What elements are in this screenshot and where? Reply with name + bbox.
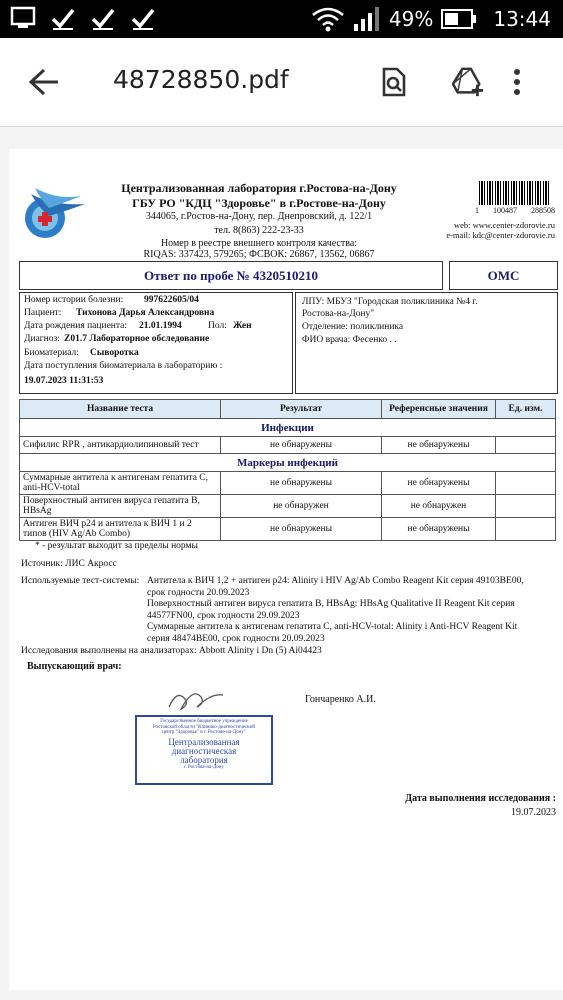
pdf-viewport[interactable] bbox=[0, 127, 563, 1000]
patient-info-box bbox=[19, 292, 293, 394]
stamp-line: Централизованная bbox=[168, 736, 240, 747]
registry-label: Номер в реестре внешнего контроля качества: bbox=[160, 238, 358, 249]
test-name-line2: anti-HCV-total bbox=[23, 483, 80, 493]
check-notification-icon bbox=[50, 5, 76, 31]
lpu-doctor: ФИО врача: Фесенко . . bbox=[302, 335, 397, 345]
test-unit bbox=[496, 518, 556, 541]
systems-list bbox=[147, 576, 557, 645]
back-arrow-icon[interactable] bbox=[28, 68, 60, 96]
more-options-icon[interactable] bbox=[510, 66, 524, 98]
battery-icon bbox=[441, 9, 477, 29]
test-name bbox=[20, 472, 221, 495]
signal-icon bbox=[353, 6, 381, 32]
test-reference: не обнаружен bbox=[381, 495, 495, 518]
dob-value: 21.01.1994 bbox=[139, 321, 182, 331]
test-unit bbox=[496, 472, 556, 495]
patient-label: Пациент: bbox=[24, 308, 62, 318]
org-web: web: www.center-zdorovie.ru bbox=[454, 220, 555, 230]
biomaterial-value: Сыворотка bbox=[90, 348, 139, 358]
stamp-line: лаборатория bbox=[180, 754, 228, 765]
barcode-digit: 1 bbox=[475, 206, 479, 215]
org-name-line2: ГБУ РО "КДЦ "Здоровье" в г.Ростове-на-Дону bbox=[132, 196, 386, 210]
doctor-name: Гончаренко А.И. bbox=[305, 694, 376, 705]
stamp-line: г. Ростова-на-Дону bbox=[184, 764, 224, 770]
barcode bbox=[479, 181, 551, 205]
barcode-digit: 288508 bbox=[531, 206, 555, 215]
header-result: Результат bbox=[221, 400, 382, 419]
header-test-name: Название теста bbox=[20, 400, 221, 419]
document-title: 48728850.pdf bbox=[113, 65, 289, 94]
barcode-digit: 100487 bbox=[493, 206, 517, 215]
check-notification-icon bbox=[130, 5, 156, 31]
systems-line: Поверхностный антиген вируса гепатита В, HBsAg: HBsAg Qualitative II Reagent Kit серия bbox=[147, 599, 515, 609]
lpu-line2: Ростова-на-Дону" bbox=[302, 309, 375, 319]
date-label: Дата выполнения исследования : bbox=[405, 793, 556, 804]
test-unit bbox=[496, 495, 556, 518]
test-name bbox=[20, 518, 221, 541]
test-name-line2: HBsAg bbox=[23, 506, 52, 516]
history-label: Номер истории болезни: bbox=[24, 295, 124, 305]
org-address: 344065, г.Ростов-на-Дону, пер. Днепровский, д. 122/1 bbox=[145, 211, 373, 222]
systems-label: Используемые тест-системы: bbox=[21, 576, 140, 586]
header-reference: Референсные значения bbox=[381, 400, 495, 419]
test-name-line2: типов (HIV Ag/Ab Combo) bbox=[23, 529, 131, 539]
history-value: 997622605/04 bbox=[144, 295, 199, 305]
test-name-line1: Антиген ВИЧ p24 и антитела к ВИЧ 1 и 2 bbox=[23, 519, 192, 529]
results-table bbox=[19, 399, 556, 541]
biomaterial-label: Биоматериал: bbox=[24, 348, 79, 358]
test-unit bbox=[496, 437, 556, 454]
org-phone: тел. 8(863) 222-23-33 bbox=[214, 225, 304, 236]
test-name bbox=[20, 437, 221, 454]
section-row bbox=[20, 454, 556, 472]
dob-label: Дата рождения пациента: bbox=[24, 321, 127, 331]
header-unit: Ед. изм. bbox=[496, 400, 556, 419]
issuing-doctor-label: Выпускающий врач: bbox=[27, 661, 122, 672]
answer-title: Ответ по пробе № 4320510210 bbox=[143, 268, 319, 283]
arrival-value: 19.07.2023 11:31:53 bbox=[24, 376, 104, 386]
diagnosis-label: Диагноз: bbox=[24, 334, 60, 344]
pdf-page bbox=[9, 149, 563, 990]
source: Источник: ЛИС Акросс bbox=[21, 559, 117, 569]
stamp-line: Государственное бюджетное учреждение bbox=[160, 719, 248, 724]
arrival-label: Дата поступления биоматериала в лабораторию : bbox=[24, 361, 223, 371]
test-name-line1: Сифилис RPR , антикардиолипиновый тест bbox=[23, 440, 199, 450]
oms-label: ОМС bbox=[487, 268, 520, 283]
table-row bbox=[20, 495, 556, 518]
table-row bbox=[20, 437, 556, 454]
footnote: * - результат выходит за пределы нормы bbox=[35, 541, 198, 551]
lpu-department: Отделение: поликлиника bbox=[302, 322, 404, 332]
search-document-icon[interactable] bbox=[378, 66, 410, 98]
systems-line: серия 48474BE00, срок годности 20.09.2023 bbox=[147, 633, 325, 644]
test-result: не обнаружен bbox=[221, 495, 382, 518]
sex-label: Пол: bbox=[208, 321, 227, 331]
registry-codes: RIQAS: 337423, 579265; ФСВОК: 26867, 13562, 06867 bbox=[143, 249, 375, 260]
app-bar bbox=[0, 38, 563, 127]
lpu-info-box bbox=[295, 292, 558, 394]
check-notification-icon bbox=[90, 5, 116, 31]
test-reference: не обнаружены bbox=[381, 518, 495, 541]
systems-line: Антитела к ВИЧ 1,2 + антиген p24: Alinity i HIV Ag/Ab Combo Reagent Kit серия 49103BE00, bbox=[147, 576, 524, 586]
clock: 13:44 bbox=[493, 7, 551, 31]
date-value: 19.07.2023 bbox=[511, 807, 556, 818]
test-reference: не обнаружены bbox=[381, 472, 495, 495]
battery-percent: 49% bbox=[388, 7, 434, 31]
test-result: не обнаружены bbox=[221, 472, 382, 495]
table-row bbox=[20, 472, 556, 495]
patient-name: Тихонова Дарья Александровна bbox=[76, 308, 215, 318]
test-name-line1: Поверхностный антиген вируса гепатита В, bbox=[23, 496, 200, 506]
screenshot-notification-icon bbox=[10, 5, 36, 31]
systems-line: 44577FN00, срок годности 29.09.2023 bbox=[147, 610, 300, 621]
systems-line: Суммарные антитела к антигенам гепатита С, anti-HCV-total: Alinity i Anti-HCV Reagent Kit bbox=[147, 622, 518, 632]
test-name-line1: Суммарные антитела к антигенам гепатита С, bbox=[23, 473, 208, 483]
table-row bbox=[20, 518, 556, 541]
lpu-line1: ЛПУ: МБУЗ "Городская поликлиника №4 г. bbox=[302, 297, 478, 307]
test-result: не обнаружены bbox=[221, 518, 382, 541]
barcode-numbers bbox=[475, 206, 555, 215]
clinic-logo-icon bbox=[23, 182, 87, 244]
systems-line: срок годности 20.09.2023 bbox=[147, 587, 250, 598]
oms-box bbox=[449, 261, 558, 290]
stamp-line: Ростовской области "Клинико-диагностический bbox=[152, 724, 256, 730]
stamp-line: центр "Здоровье" в г. Ростове-на-Дону" bbox=[162, 730, 246, 735]
section-row bbox=[20, 419, 556, 437]
section-infections: Инфекции bbox=[20, 419, 556, 437]
section-markers: Маркеры инфекций bbox=[20, 454, 556, 472]
add-to-drive-icon[interactable] bbox=[452, 66, 484, 98]
sex-value: Жен bbox=[233, 321, 252, 331]
org-email: e-mail: kdc@center-zdorovie.ru bbox=[446, 230, 555, 240]
lab-stamp bbox=[135, 715, 273, 785]
test-result: не обнаружены bbox=[221, 437, 382, 454]
analyzers: Исследования выполнены на анализаторах: Abbott Alinity i Dn (5) Ai04423 bbox=[21, 646, 322, 656]
answer-title-box bbox=[19, 261, 443, 290]
status-bar bbox=[0, 0, 563, 38]
signature bbox=[167, 685, 225, 715]
stamp-line: диагностическая bbox=[171, 745, 237, 756]
table-header-row bbox=[20, 400, 556, 419]
test-name bbox=[20, 495, 221, 518]
diagnosis-value: Z01.7 Лабораторное обследование bbox=[64, 334, 210, 344]
wifi-icon bbox=[311, 6, 345, 32]
test-reference: не обнаружены bbox=[381, 437, 495, 454]
org-name-line1: Централизованная лаборатория г.Ростова-на-Дону bbox=[121, 181, 397, 195]
